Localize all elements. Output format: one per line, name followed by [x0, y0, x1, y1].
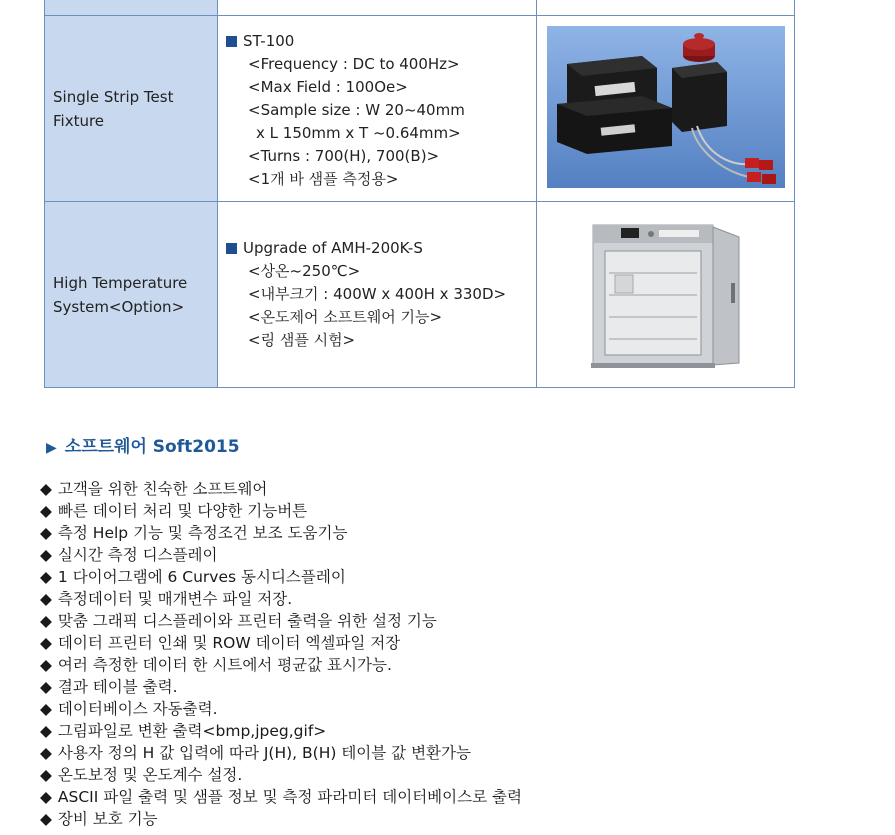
list-item: ◆ 온도보정 및 온도계수 설정.: [40, 766, 243, 784]
spec-line: <링 샘플 시험>: [248, 331, 356, 349]
spec-line: <Sample size : W 20~40mm: [248, 100, 465, 119]
triangle-right-icon: ▶: [46, 440, 57, 456]
list-item: ◆ 데이터 프린터 인쇄 및 ROW 데이터 엑셀파일 저장: [40, 634, 401, 652]
list-item: ◆ 사용자 정의 H 값 입력에 따라 J(H), B(H) 테이블 값 변환가능: [40, 744, 471, 762]
list-item: ◆ 그림파일로 변환 출력<bmp,jpeg,gif>: [40, 722, 327, 740]
label-cell: [45, 16, 218, 202]
spec-line: <Frequency : DC to 400Hz>: [248, 54, 460, 73]
list-item: ◆ 데이터베이스 자동출력.: [40, 700, 218, 718]
feature-list: [40, 478, 522, 830]
section-title: [46, 432, 240, 457]
desc-cell: [218, 202, 537, 388]
diamond-bullet-icon: ◆: [40, 810, 52, 828]
list-item: ◆ 장비 보호 기능: [40, 810, 158, 828]
spec-line: <온도제어 소프트웨어 기능>: [248, 308, 443, 326]
diamond-bullet-icon: ◆: [40, 524, 52, 542]
diamond-bullet-icon: ◆: [40, 656, 52, 674]
spec-title: Upgrade of AMH-200K-S: [226, 237, 536, 260]
diamond-bullet-icon: ◆: [40, 678, 52, 696]
diamond-bullet-icon: ◆: [40, 700, 52, 718]
diamond-bullet-icon: ◆: [40, 502, 52, 520]
label-cell: [45, 0, 218, 16]
desc-cell: [218, 16, 537, 202]
spec-table: [44, 0, 795, 388]
diamond-bullet-icon: ◆: [40, 612, 52, 630]
table-row-top: [45, 0, 795, 16]
row-label-line: Fixture: [53, 111, 105, 130]
section-title-text: 소프트웨어 Soft2015: [64, 437, 240, 457]
single-strip-test-fixture-photo: [547, 26, 785, 188]
list-item: ◆ 측정데이터 및 매개변수 파일 저장.: [40, 590, 293, 608]
row-label-line: Single Strip Test: [53, 87, 174, 106]
row-label-line: High Temperature: [53, 273, 188, 292]
image-cell: [537, 0, 795, 16]
diamond-bullet-icon: ◆: [40, 744, 52, 762]
list-item: ◆ 빠른 데이터 처리 및 다양한 기능버튼: [40, 502, 308, 520]
desc-cell: [218, 0, 537, 16]
diamond-bullet-icon: ◆: [40, 634, 52, 652]
diamond-bullet-icon: ◆: [40, 546, 52, 564]
spec-line: <상온~250℃>: [248, 262, 361, 280]
list-item: ◆ 실시간 측정 디스플레이: [40, 546, 218, 564]
list-item: ◆ 측정 Help 기능 및 측정조건 보조 도움기능: [40, 524, 348, 542]
spec-line: <내부크기 : 400W x 400H x 330D>: [248, 285, 507, 303]
diamond-bullet-icon: ◆: [40, 766, 52, 784]
label-cell: [45, 202, 218, 388]
spec-line: <Max Field : 100Oe>: [248, 77, 408, 96]
square-bullet-icon: [226, 243, 237, 254]
spec-title: ST-100: [226, 30, 536, 53]
list-item: ◆ 고객을 위한 친숙한 소프트웨어: [40, 480, 268, 498]
diamond-bullet-icon: ◆: [40, 590, 52, 608]
list-item: ◆ 맞춤 그래픽 디스플레이와 프린터 출력을 위한 설정 기능: [40, 612, 437, 630]
table-row: [45, 202, 795, 388]
image-cell: [537, 16, 795, 202]
square-bullet-icon: [226, 36, 237, 47]
list-item: ◆ 결과 테이블 출력.: [40, 678, 178, 696]
diamond-bullet-icon: ◆: [40, 480, 52, 498]
image-cell: [537, 202, 795, 388]
spec-line: <Turns : 700(H), 700(B)>: [248, 146, 440, 165]
diamond-bullet-icon: ◆: [40, 788, 52, 806]
spec-line: x L 150mm x T ~0.64mm>: [256, 123, 461, 142]
high-temperature-oven-photo: [581, 213, 751, 373]
list-item: ◆ 여러 측정한 데이터 한 시트에서 평균값 표시가능.: [40, 656, 392, 674]
list-item: ◆ 1 다이어그램에 6 Curves 동시디스플레이: [40, 568, 346, 586]
diamond-bullet-icon: ◆: [40, 722, 52, 740]
row-label-line: System<Option>: [53, 297, 185, 316]
diamond-bullet-icon: ◆: [40, 568, 52, 586]
spec-line: <1개 바 샘플 측정용>: [248, 169, 399, 188]
list-item: ◆ ASCII 파일 출력 및 샘플 정보 및 측정 파라미터 데이터베이스로 출력: [40, 788, 522, 806]
table-row: [45, 16, 795, 202]
